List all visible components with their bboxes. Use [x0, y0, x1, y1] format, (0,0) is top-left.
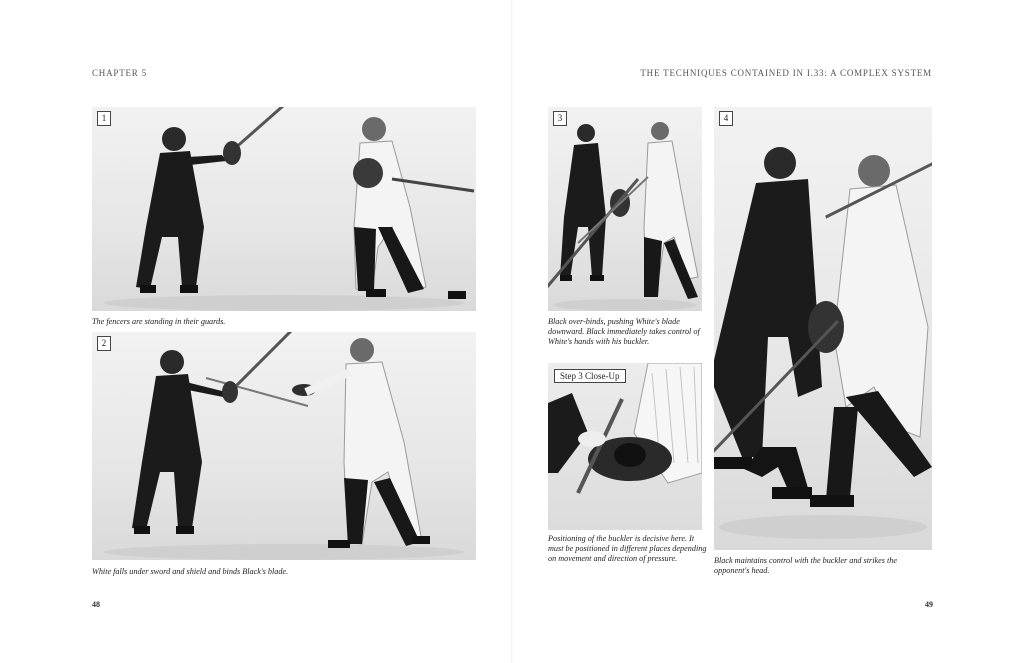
photo-3-number: 3: [553, 111, 567, 126]
photo-2-illustration: [92, 332, 476, 560]
photo-4: [714, 107, 932, 550]
photo-1-number: 1: [97, 111, 111, 126]
page-number-left: 48: [92, 600, 100, 609]
photo-1-illustration: [92, 107, 476, 311]
photo-4-caption: Black maintains control with the buckler and strikes the opponent's head.: [714, 556, 897, 575]
closeup-caption: Positioning of the buckler is decisive here. It must be positioned in different places depending on movement and direction of pressure.: [548, 534, 707, 563]
closeup-label: Step 3 Close-Up: [554, 369, 626, 383]
photo-closeup-illustration: [548, 363, 702, 530]
running-head-right: THE TECHNIQUES CONTAINED IN I.33: A COMPLEX SYSTEM: [640, 68, 932, 78]
photo-4-number: 4: [719, 111, 733, 126]
photo-1-caption: The fencers are standing in their guards.: [92, 317, 226, 326]
photo-closeup: [548, 363, 702, 530]
page-number-right: 49: [925, 600, 933, 609]
photo-3: [548, 107, 702, 311]
photo-1: [92, 107, 476, 311]
photo-2-number: 2: [97, 336, 111, 351]
photo-3-caption: Black over-binds, pushing White's blade downward. Black immediately takes control of White's hands with his buckler.: [548, 317, 700, 346]
running-head-left: CHAPTER 5: [92, 68, 147, 78]
photo-4-illustration: [714, 107, 932, 550]
photo-3-illustration: [548, 107, 702, 311]
book-gutter: [511, 0, 513, 663]
photo-2-caption: White falls under sword and shield and binds Black's blade.: [92, 567, 289, 576]
photo-2: [92, 332, 476, 560]
